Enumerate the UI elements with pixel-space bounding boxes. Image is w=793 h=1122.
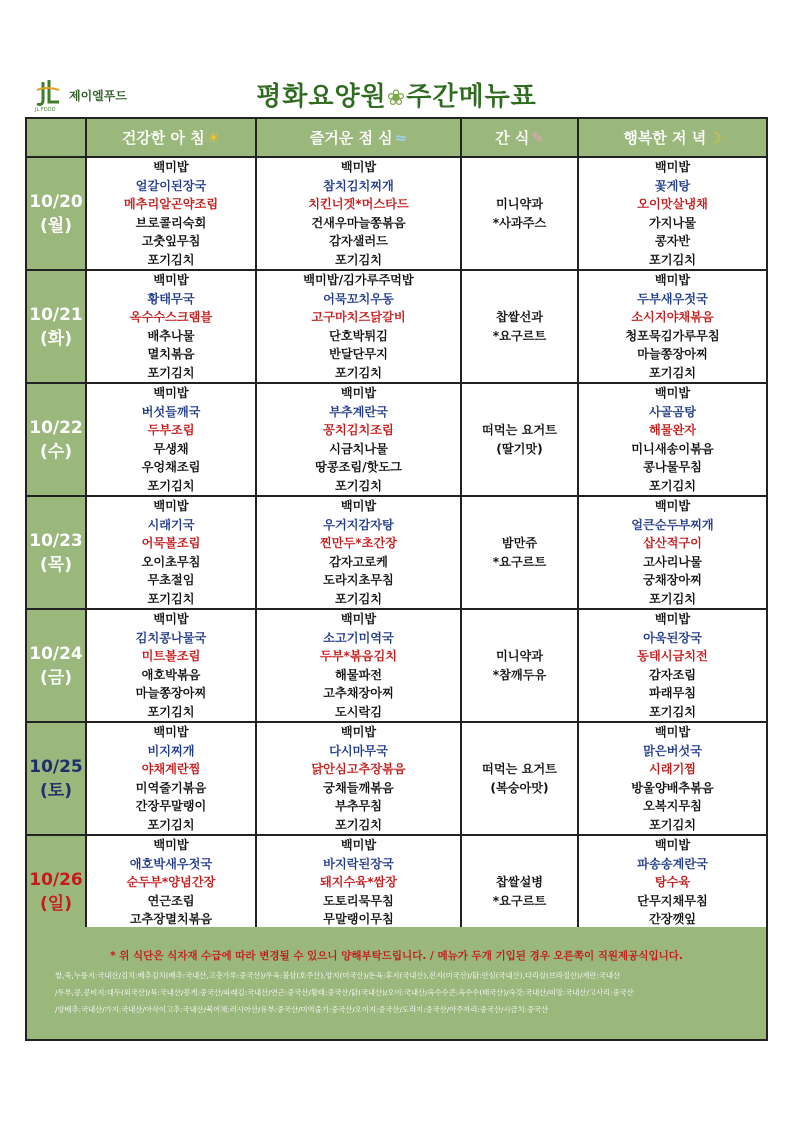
footer-panel [25, 927, 768, 1041]
lunch-item: 우거지감자탕 [323, 517, 394, 532]
snack-cell [461, 496, 578, 609]
day-row [26, 157, 767, 270]
dinner-item: 백미밥 [654, 612, 691, 626]
breakfast-item: 황태무국 [147, 291, 195, 306]
breakfast-item: 미역줄기볶음 [135, 780, 207, 795]
breakfast-item: 백미밥 [153, 612, 189, 626]
lunch-item: 땅콩조림/핫도그 [315, 460, 402, 474]
lunch-item: 포기김치 [334, 591, 383, 606]
dinner-item: 마늘쫑장아찌 [637, 347, 708, 361]
lunch-item: 포기김치 [334, 478, 383, 493]
dinner-item: 백미밥 [654, 838, 691, 852]
dinner-item: 궁채장아찌 [643, 573, 702, 587]
snack-item: *요구르트 [492, 893, 547, 908]
dinner-item: 감자조림 [648, 667, 697, 682]
lunch-cell [256, 157, 461, 270]
lunch-item: 백미밥 [340, 838, 377, 852]
breakfast-item: 고춧잎무침 [141, 234, 201, 248]
dinner-item: 꽃게탕 [654, 178, 691, 193]
lunch-item: 어묵꼬치우동 [323, 291, 394, 306]
day-weekday: (토) [40, 780, 72, 801]
dinner-item: 청포묵김가루무침 [625, 328, 720, 343]
day-date: 10/25 [29, 756, 83, 777]
dinner-item: 사골곰탕 [648, 404, 697, 419]
dinner-cell [578, 270, 767, 383]
lunch-item: 치킨너겟*머스타드 [308, 197, 409, 211]
lunch-cell [256, 722, 461, 835]
lunch-cell [256, 270, 461, 383]
breakfast-item: 백미밥 [153, 838, 189, 852]
dinner-item: 백미밥 [654, 499, 691, 513]
lunch-item: 백미밥 [340, 725, 377, 739]
breakfast-item: 백미밥 [153, 499, 189, 513]
dinner-item: 얼큰순두부찌개 [631, 517, 714, 532]
header-lunch: 즐거운 점 심 ≈ [256, 118, 461, 157]
breakfast-item: 백미밥 [153, 273, 189, 287]
snack-item: 떠먹는 요거트 [482, 423, 557, 437]
breakfast-item: 두부조림 [147, 423, 195, 437]
title-right: 주간메뉴표 [406, 82, 537, 112]
dinner-item: 아욱된장국 [643, 630, 702, 645]
breakfast-item: 시래기국 [147, 517, 195, 532]
breakfast-item: 무생채 [153, 441, 189, 456]
lunch-item: 포기김치 [334, 252, 383, 267]
lunch-item: 도시락김 [334, 704, 383, 719]
day-weekday: (금) [40, 667, 72, 688]
lunch-item: 부추계란국 [329, 404, 388, 419]
snack-cell [461, 270, 578, 383]
lunch-item: 부추무침 [334, 799, 383, 813]
snack-cell [461, 157, 578, 270]
sun-icon: ☀ [206, 129, 221, 147]
lunch-item: 감자샐러드 [329, 234, 388, 248]
breakfast-cell [86, 722, 256, 835]
breakfast-cell [86, 609, 256, 722]
dinner-item: 탕수육 [654, 875, 691, 889]
page-title [0, 76, 793, 113]
dinner-item: 콩나물무침 [643, 460, 702, 474]
lunch-item: 해물파전 [334, 667, 383, 682]
breakfast-item: 포기김치 [147, 704, 195, 719]
svg-text:JL FOOD: JL FOOD [35, 107, 56, 112]
dinner-cell [578, 157, 767, 270]
lunch-item: 도토리묵무침 [323, 893, 394, 908]
day-row [26, 609, 767, 722]
lunch-item: 백미밥 [340, 499, 377, 513]
dinner-item: 소시지야채볶음 [631, 310, 714, 324]
lunch-item: 참치김치찌개 [323, 178, 394, 193]
dinner-cell [578, 496, 767, 609]
lunch-item: 꽁치김치조림 [323, 423, 394, 437]
breakfast-item: 김치콩나물국 [135, 630, 207, 645]
header-dinner: 행복한 저 녁 ☽ [578, 118, 767, 157]
day-label [26, 722, 86, 835]
dinner-cell [578, 722, 767, 835]
dinner-item: 가지나물 [648, 215, 697, 230]
dinner-item: 백미밥 [654, 725, 691, 739]
breakfast-item: 얼갈이된장국 [135, 178, 207, 193]
day-date: 10/20 [29, 191, 83, 212]
breakfast-item: 포기김치 [147, 365, 195, 380]
breakfast-item: 우엉채조림 [141, 460, 201, 474]
lunch-item: 백미밥 [340, 160, 377, 174]
lunch-item: 돼지수육*쌈장 [319, 875, 397, 889]
breakfast-item: 애호박볶음 [141, 667, 201, 682]
breakfast-item: 미트볼조림 [141, 649, 201, 663]
sweet-icon: ✎ [531, 129, 544, 147]
day-weekday: (수) [40, 441, 72, 462]
day-label [26, 383, 86, 496]
lunch-item: 포기김치 [334, 365, 383, 380]
breakfast-item: 백미밥 [153, 725, 189, 739]
breakfast-cell [86, 496, 256, 609]
lunch-item: 건새우마늘쫑볶음 [311, 215, 406, 230]
snack-item: 떠먹는 요거트 [482, 762, 557, 776]
origin-info [27, 963, 766, 1018]
day-date: 10/21 [29, 304, 83, 325]
day-label [26, 496, 86, 609]
breakfast-cell [86, 157, 256, 270]
title-left: 평화요양원 [256, 82, 387, 112]
header-row [26, 118, 767, 157]
dinner-item: 파래무침 [648, 686, 697, 700]
day-label [26, 270, 86, 383]
dinner-item: 포기김치 [648, 704, 697, 719]
breakfast-item: 포기김치 [147, 252, 195, 267]
weekly-menu-table [25, 117, 768, 949]
lunch-item: 무말랭이무침 [323, 912, 394, 926]
breakfast-cell [86, 383, 256, 496]
snack-cell [461, 609, 578, 722]
day-row [26, 270, 767, 383]
snack-item: 밤만쥬 [501, 536, 538, 550]
header-snack: 간 식 ✎ [461, 118, 578, 157]
snack-item: *요구르트 [492, 328, 547, 343]
dinner-item: 해물완자 [648, 423, 697, 437]
dinner-item: 백미밥 [654, 273, 691, 287]
breakfast-item: 연근조림 [147, 893, 195, 908]
header-corner [26, 118, 86, 157]
snack-item: *사과주스 [492, 215, 547, 230]
lunch-item: 감자고로케 [329, 554, 388, 569]
lunch-item: 찐만두*초간장 [319, 536, 397, 550]
moon-icon: ☽ [708, 129, 722, 147]
day-label [26, 157, 86, 270]
breakfast-item: 비지찌개 [147, 743, 195, 758]
breakfast-item: 순두부*양념간장 [126, 875, 216, 889]
origin-line: 쌀,죽,누룽지:국내산/김치:배추김치(배추:국내산,고춧가루:중국산)/우육:불삼(호주산),양지(미국산)/돈육:후지(국내산),전지(미국산)/닭:안심(국내산),다리살(브라질산)/계란:국내산 [55, 971, 621, 980]
lunch-item: 시금치나물 [329, 441, 388, 456]
day-label [26, 609, 86, 722]
day-weekday: (목) [40, 554, 72, 575]
lunch-cell [256, 496, 461, 609]
dinner-item: 미니새송이볶음 [631, 441, 714, 456]
dinner-item: 동태시금치전 [637, 649, 708, 663]
dinner-item: 백미밥 [654, 160, 691, 174]
lunch-item: 닭안심고추장볶음 [311, 762, 406, 776]
lunch-item: 백미밥 [340, 386, 377, 400]
lunch-item: 단호박튀김 [329, 328, 388, 343]
breakfast-item: 오이초무침 [141, 554, 201, 569]
snack-item: *참깨두유 [492, 667, 547, 682]
snack-item: 미니약과 [495, 649, 544, 663]
dinner-item: 고사리나물 [643, 554, 702, 569]
dinner-item: 백미밥 [654, 386, 691, 400]
origin-line: /양배추:국내산/가지:국내산/아삭이고추:국내산/북어채:러시아산/유부:중국산/미역줄기:중국산/오이지:중국산/도라지:중국산/아주까리:중국산/시금치:중국산 [55, 1005, 549, 1014]
snack-item: (딸기맛) [496, 441, 543, 456]
lunch-cell [256, 609, 461, 722]
dinner-item: 시래기찜 [648, 762, 697, 776]
flower-icon: ❀ [386, 86, 407, 111]
lunch-cell [256, 383, 461, 496]
dinner-item: 포기김치 [648, 252, 697, 267]
breakfast-item: 애호박새우젓국 [129, 856, 213, 871]
breakfast-item: 포기김치 [147, 591, 195, 606]
day-date: 10/26 [29, 869, 83, 890]
footer-notice: * 위 식단은 식자재 수급에 따라 변경될 수 있으니 양해부탁드립니다. / 메뉴가 두개 기입된 경우 오른쪽이 직원제공식입니다. [110, 950, 683, 962]
breakfast-item: 어묵볼조림 [141, 536, 201, 550]
snack-item: (복숭아맛) [490, 780, 549, 795]
dinner-item: 포기김치 [648, 817, 697, 832]
breakfast-item: 무초절임 [147, 573, 195, 587]
snack-cell [461, 383, 578, 496]
brand-name: 제이엘푸드 [69, 88, 127, 103]
dinner-cell [578, 609, 767, 722]
breakfast-item: 버섯들깨국 [141, 404, 201, 419]
lunch-item: 포기김치 [334, 817, 383, 832]
breakfast-item: 백미밥 [153, 160, 189, 174]
lunch-item: 고구마치즈닭갈비 [311, 310, 406, 324]
day-date: 10/22 [29, 417, 83, 438]
breakfast-item: 브로콜리숙회 [135, 215, 207, 230]
dinner-item: 파송송계란국 [637, 856, 708, 871]
breakfast-item: 고추장멸치볶음 [129, 912, 213, 926]
breakfast-item: 메추리알곤약조림 [123, 197, 219, 211]
breakfast-item: 백미밥 [153, 386, 189, 400]
breakfast-item: 포기김치 [147, 817, 195, 832]
lunch-item: 바지락된장국 [323, 856, 394, 871]
day-weekday: (화) [40, 328, 72, 349]
dinner-item: 삽산적구이 [643, 536, 702, 550]
snack-item: 찹쌀선과 [495, 310, 544, 324]
origin-line: /두부,콩,콩비지:대두(외국산)/묵:국내산/꽁게:중국산/파래김:국내산/연근:중국산/황태:중국산/닭(국내산)/오이:국내산/옥수수콘:옥수수(태국산)/숙갓:국내산/피망:국내산/고사리:중국산 [55, 988, 634, 997]
lunch-item: 백미밥 [340, 612, 377, 626]
lunch-item: 다시마무국 [329, 743, 388, 758]
dinner-item: 포기김치 [648, 591, 697, 606]
breakfast-item: 야채계란찜 [141, 762, 201, 776]
snack-cell [461, 722, 578, 835]
dinner-item: 단무지채무침 [637, 893, 708, 908]
lunch-item: 소고기미역국 [323, 630, 394, 645]
snack-item: *요구르트 [492, 554, 547, 569]
snack-item: 미니약과 [495, 197, 544, 211]
day-date: 10/23 [29, 530, 83, 551]
lunch-item: 궁채들깨볶음 [323, 780, 394, 795]
day-row [26, 383, 767, 496]
breakfast-item: 배추나물 [147, 328, 195, 343]
snack-item: 찹쌀설병 [495, 875, 544, 889]
header-breakfast: 건강한 아 침 ☀ [86, 118, 256, 157]
day-weekday: (월) [40, 215, 72, 236]
dinner-item: 방울양배추볶음 [631, 780, 714, 795]
dinner-item: 두부새우젓국 [637, 291, 708, 306]
day-date: 10/24 [29, 643, 83, 664]
rainbow-icon: ≈ [394, 129, 408, 147]
breakfast-item: 마늘쫑장아찌 [135, 686, 207, 700]
lunch-item: 백미밥/김가루주먹밥 [303, 273, 414, 287]
lunch-item: 고추채장아찌 [323, 686, 394, 700]
breakfast-cell [86, 270, 256, 383]
lunch-item: 두부*볶음김치 [319, 649, 397, 663]
dinner-item: 포기김치 [648, 365, 697, 380]
breakfast-item: 포기김치 [147, 478, 195, 493]
dinner-item: 간장깻잎 [648, 912, 697, 926]
dinner-cell [578, 383, 767, 496]
lunch-item: 도라지초무침 [323, 573, 394, 587]
dinner-item: 콩자반 [654, 234, 691, 248]
dinner-item: 포기김치 [648, 478, 697, 493]
day-row [26, 496, 767, 609]
day-row [26, 722, 767, 835]
breakfast-item: 옥수수스크램블 [129, 310, 213, 324]
breakfast-item: 간장무말랭이 [135, 799, 207, 813]
breakfast-item: 멸치볶음 [147, 347, 195, 361]
lunch-item: 반달단무지 [329, 347, 388, 361]
dinner-item: 오복지무침 [643, 799, 702, 813]
dinner-item: 맑은버섯국 [643, 743, 702, 758]
dinner-item: 오이맛살냉채 [637, 197, 708, 211]
day-weekday: (일) [40, 893, 72, 914]
